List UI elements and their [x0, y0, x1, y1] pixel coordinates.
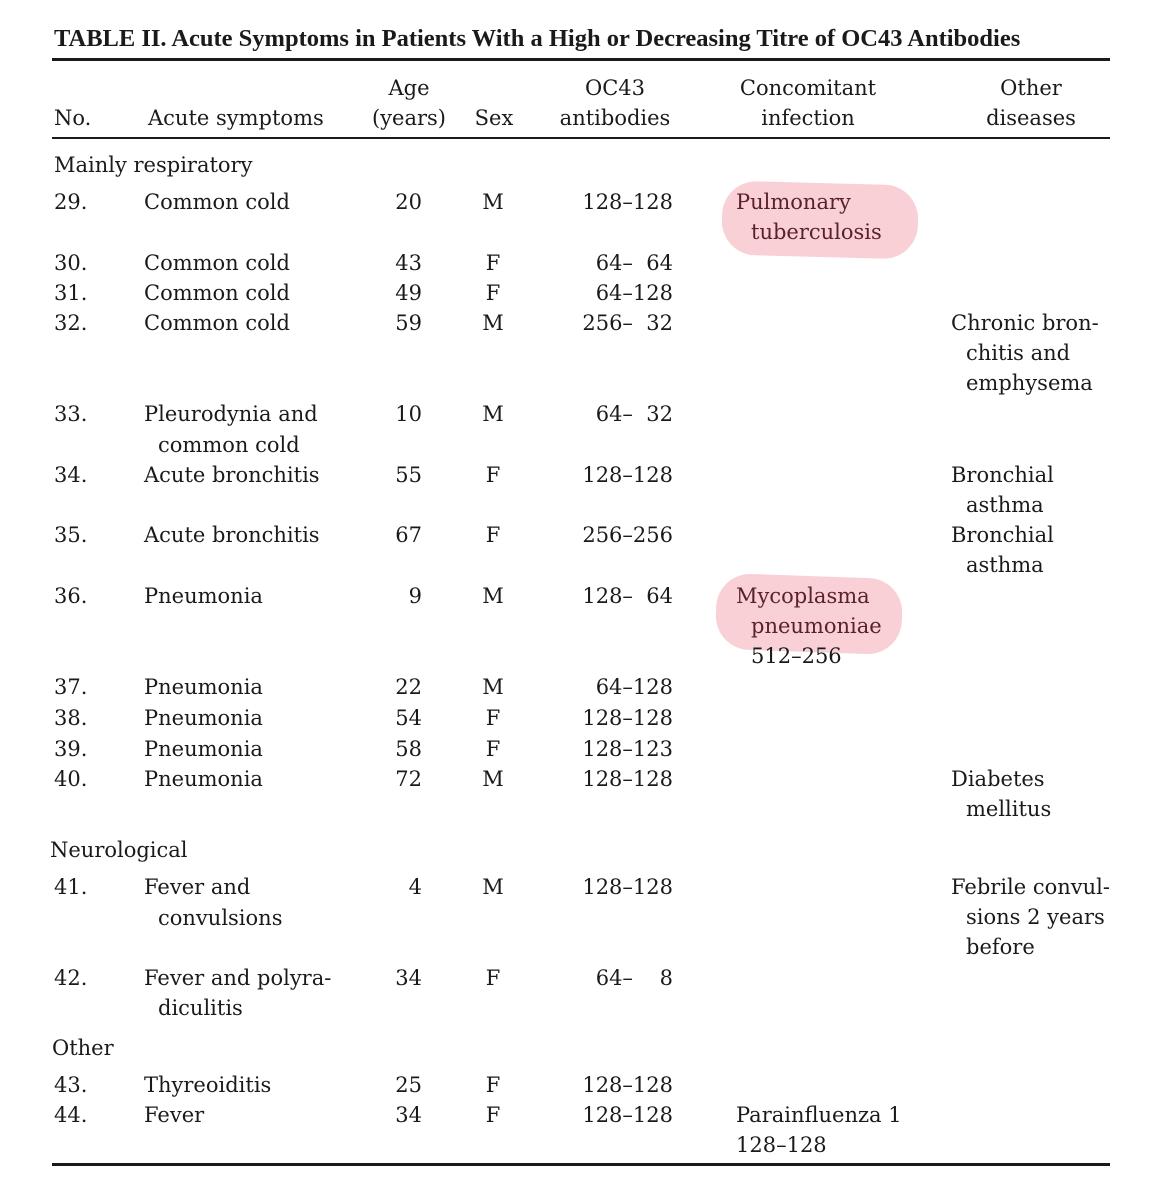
- cell-other: mellitus: [966, 797, 1052, 821]
- cell-sex: M: [482, 311, 504, 335]
- cell-oc43: 128–128: [582, 463, 673, 487]
- cell-no: 36.: [54, 584, 88, 608]
- header-acute-symptoms: Acute symptoms: [148, 106, 324, 130]
- header-oc43: OC43: [584, 76, 645, 100]
- top-rule: [52, 58, 1110, 61]
- cell-no: 40.: [54, 767, 88, 791]
- cell-other: before: [966, 935, 1035, 959]
- cell-symptoms: Pneumonia: [144, 706, 263, 730]
- cell-age: 9: [408, 584, 422, 608]
- header-age-unit: (years): [371, 106, 446, 130]
- cell-oc43: 128–128: [582, 190, 673, 214]
- cell-other: Bronchial: [951, 463, 1054, 487]
- cell-sex: F: [485, 463, 501, 487]
- cell-symptoms: Pneumonia: [144, 737, 263, 761]
- cell-symptoms: Fever: [144, 1103, 205, 1127]
- cell-infection: 512–256: [751, 644, 842, 668]
- header-rule: [52, 137, 1110, 139]
- cell-symptoms: Acute bronchitis: [144, 523, 320, 547]
- cell-age: 55: [395, 463, 422, 487]
- cell-no: 29.: [54, 190, 88, 214]
- cell-infection: Parainfluenza 1: [736, 1103, 902, 1127]
- cell-symptoms: Common cold: [144, 311, 290, 335]
- cell-symptoms: Pleurodynia and: [144, 402, 318, 426]
- cell-symptoms: common cold: [158, 433, 300, 457]
- cell-no: 43.: [54, 1073, 88, 1097]
- cell-oc43: 128–128: [582, 767, 673, 791]
- cell-sex: F: [485, 1103, 501, 1127]
- section-heading: Mainly respiratory: [54, 153, 253, 177]
- cell-sex: M: [482, 190, 504, 214]
- cell-sex: F: [485, 523, 501, 547]
- cell-other: Chronic bron-: [951, 311, 1099, 335]
- cell-oc43: 64– 64: [595, 251, 673, 275]
- cell-age: 34: [395, 966, 422, 990]
- cell-age: 20: [395, 190, 422, 214]
- cell-other: Diabetes: [951, 767, 1045, 791]
- cell-oc43: 64– 8: [595, 966, 673, 990]
- cell-infection: tuberculosis: [751, 220, 882, 244]
- cell-other: emphysema: [966, 371, 1093, 395]
- cell-symptoms: Pneumonia: [144, 767, 263, 791]
- cell-oc43: 64– 32: [595, 402, 673, 426]
- cell-oc43: 256– 32: [582, 311, 673, 335]
- cell-sex: M: [482, 584, 504, 608]
- cell-age: 58: [395, 737, 422, 761]
- header-infection: infection: [761, 106, 855, 130]
- cell-age: 54: [395, 706, 422, 730]
- header-other: Other: [1000, 76, 1062, 100]
- cell-symptoms: diculitis: [158, 996, 243, 1020]
- cell-other: sions 2 years: [966, 905, 1105, 929]
- cell-sex: M: [482, 675, 504, 699]
- cell-age: 72: [395, 767, 422, 791]
- cell-symptoms: convulsions: [158, 906, 283, 930]
- cell-oc43: 256–256: [582, 523, 673, 547]
- cell-no: 41.: [54, 875, 88, 899]
- header-sex: Sex: [474, 106, 514, 130]
- cell-age: 43: [395, 251, 422, 275]
- cell-age: 59: [395, 311, 422, 335]
- cell-infection: Mycoplasma: [736, 584, 870, 608]
- cell-sex: F: [485, 1073, 501, 1097]
- cell-infection: pneumoniae: [751, 614, 882, 638]
- cell-symptoms: Acute bronchitis: [144, 463, 320, 487]
- cell-symptoms: Pneumonia: [144, 675, 263, 699]
- cell-no: 42.: [54, 966, 88, 990]
- cell-oc43: 64–128: [595, 281, 673, 305]
- header-no: No.: [54, 106, 92, 130]
- cell-oc43: 128–128: [582, 706, 673, 730]
- cell-sex: F: [485, 251, 501, 275]
- cell-oc43: 128–128: [582, 1073, 673, 1097]
- header-other-diseases: diseases: [986, 106, 1076, 130]
- cell-sex: M: [482, 402, 504, 426]
- cell-other: chitis and: [966, 341, 1071, 365]
- bottom-rule: [52, 1163, 1110, 1166]
- cell-oc43: 128–128: [582, 875, 673, 899]
- cell-no: 34.: [54, 463, 88, 487]
- cell-sex: M: [482, 767, 504, 791]
- cell-age: 4: [408, 875, 422, 899]
- cell-oc43: 128–123: [582, 737, 673, 761]
- cell-no: 44.: [54, 1103, 88, 1127]
- cell-sex: F: [485, 281, 501, 305]
- table-caption: TABLE II. Acute Symptoms in Patients With a High or Decreasing Titre of OC43 Antibodies: [54, 25, 1021, 52]
- cell-age: 10: [395, 402, 422, 426]
- cell-no: 37.: [54, 675, 88, 699]
- cell-age: 34: [395, 1103, 422, 1127]
- cell-sex: M: [482, 875, 504, 899]
- header-oc43-antibodies: antibodies: [559, 106, 671, 130]
- cell-symptoms: Pneumonia: [144, 584, 263, 608]
- cell-oc43: 128–128: [582, 1103, 673, 1127]
- cell-symptoms: Common cold: [144, 190, 290, 214]
- cell-symptoms: Fever and polyra-: [144, 966, 332, 990]
- cell-age: 22: [395, 675, 422, 699]
- cell-other: asthma: [966, 553, 1044, 577]
- cell-age: 25: [395, 1073, 422, 1097]
- cell-symptoms: Thyreoiditis: [144, 1073, 272, 1097]
- section-heading: Other: [52, 1036, 114, 1060]
- cell-infection: Pulmonary: [736, 190, 851, 214]
- cell-no: 33.: [54, 402, 88, 426]
- cell-age: 67: [395, 523, 422, 547]
- cell-symptoms: Common cold: [144, 281, 290, 305]
- cell-oc43: 64–128: [595, 675, 673, 699]
- cell-no: 30.: [54, 251, 88, 275]
- section-heading: Neurological: [50, 838, 188, 862]
- cell-sex: F: [485, 737, 501, 761]
- cell-no: 32.: [54, 311, 88, 335]
- cell-no: 35.: [54, 523, 88, 547]
- cell-other: asthma: [966, 493, 1044, 517]
- cell-age: 49: [395, 281, 422, 305]
- cell-sex: F: [485, 706, 501, 730]
- cell-oc43: 128– 64: [582, 584, 673, 608]
- cell-no: 39.: [54, 737, 88, 761]
- header-age: Age: [388, 76, 430, 100]
- cell-no: 38.: [54, 706, 88, 730]
- cell-symptoms: Fever and: [144, 875, 251, 899]
- header-concomitant: Concomitant: [739, 76, 877, 100]
- cell-other: Febrile convul-: [951, 875, 1110, 899]
- cell-other: Bronchial: [951, 523, 1054, 547]
- cell-infection: 128–128: [736, 1133, 827, 1157]
- cell-symptoms: Common cold: [144, 251, 290, 275]
- cell-no: 31.: [54, 281, 88, 305]
- cell-sex: F: [485, 966, 501, 990]
